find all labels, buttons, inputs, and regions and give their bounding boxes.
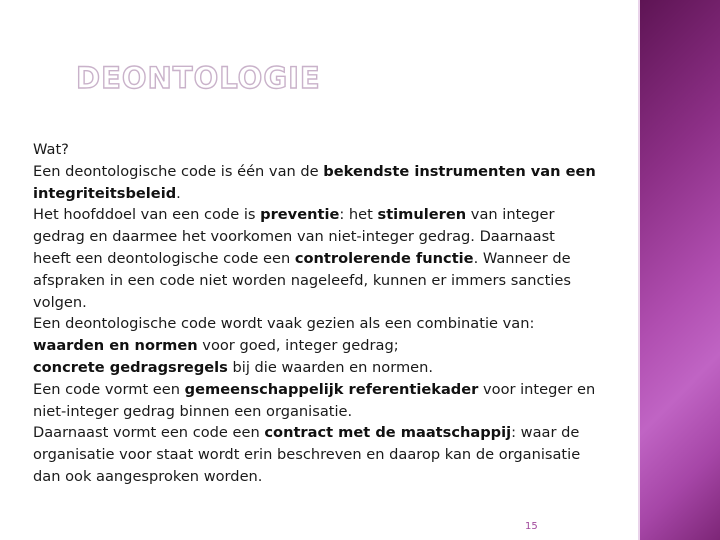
bold-text: concrete gedragsregels	[33, 358, 228, 376]
body-text: Daarnaast vormt een code een	[33, 424, 265, 442]
body-text: Een deontologische code wordt vaak gezien als een combinatie van:	[33, 315, 535, 333]
text-line	[33, 444, 637, 466]
text-line	[33, 335, 637, 357]
body-text: Een code vormt een	[33, 380, 185, 398]
body-text: organisatie voor staat wordt erin beschreven en daarop kan de organisatie	[33, 446, 581, 464]
text-line	[33, 248, 637, 270]
slide-title: DEONTOLOGIE	[76, 61, 321, 95]
body-text: niet-integer gedrag binnen een organisatie.	[33, 402, 353, 420]
body-text: dan ook aangesproken worden.	[33, 467, 263, 485]
text-line	[33, 379, 637, 401]
body-text: volgen.	[33, 293, 87, 311]
body-text: van integer	[466, 206, 555, 224]
body-text: .	[176, 184, 181, 202]
body-text: afspraken in een code niet worden nageleefd, kunnen er immers sancties	[33, 271, 571, 289]
page-number: 15	[525, 521, 538, 532]
text-line	[33, 292, 637, 314]
text-line	[33, 422, 637, 444]
text-line	[33, 313, 637, 335]
bold-text: bekendste instrumenten van een	[323, 162, 596, 180]
body-text: bij die waarden en normen.	[227, 358, 434, 376]
bold-text: contract met de maatschappij	[264, 424, 512, 442]
body-text: voor goed, integer gedrag;	[197, 337, 399, 355]
body-text: heeft een deontologische code een	[33, 249, 295, 267]
text-line	[33, 401, 637, 423]
body-text: : waar de	[511, 424, 580, 442]
text-line	[33, 226, 637, 248]
body-text: Wat?	[33, 141, 69, 158]
body-text: . Wanneer de	[473, 249, 571, 267]
body-text: Een deontologische code is één van de	[33, 162, 324, 180]
bold-text: stimuleren	[377, 206, 467, 224]
text-line	[33, 466, 637, 488]
bold-text: gemeenschappelijk referentiekader	[184, 380, 479, 398]
bold-text: waarden en normen	[33, 337, 198, 355]
bold-text: preventie	[260, 206, 340, 224]
body-text: : het	[339, 206, 378, 224]
body-text: voor integer en	[478, 380, 596, 398]
slide-content	[33, 139, 637, 488]
text-line	[33, 357, 637, 379]
bold-text: integriteitsbeleid	[33, 184, 177, 202]
text-line	[33, 139, 637, 161]
body-text: Het hoofddoel van een code is	[33, 206, 261, 224]
text-line	[33, 270, 637, 292]
bold-text: controlerende functie	[294, 249, 474, 267]
text-line	[33, 161, 637, 183]
text-line	[33, 204, 637, 226]
decorative-side-panel	[640, 0, 720, 540]
body-text: gedrag en daarmee het voorkomen van niet-integer gedrag. Daarnaast	[33, 228, 555, 246]
text-line	[33, 183, 637, 205]
